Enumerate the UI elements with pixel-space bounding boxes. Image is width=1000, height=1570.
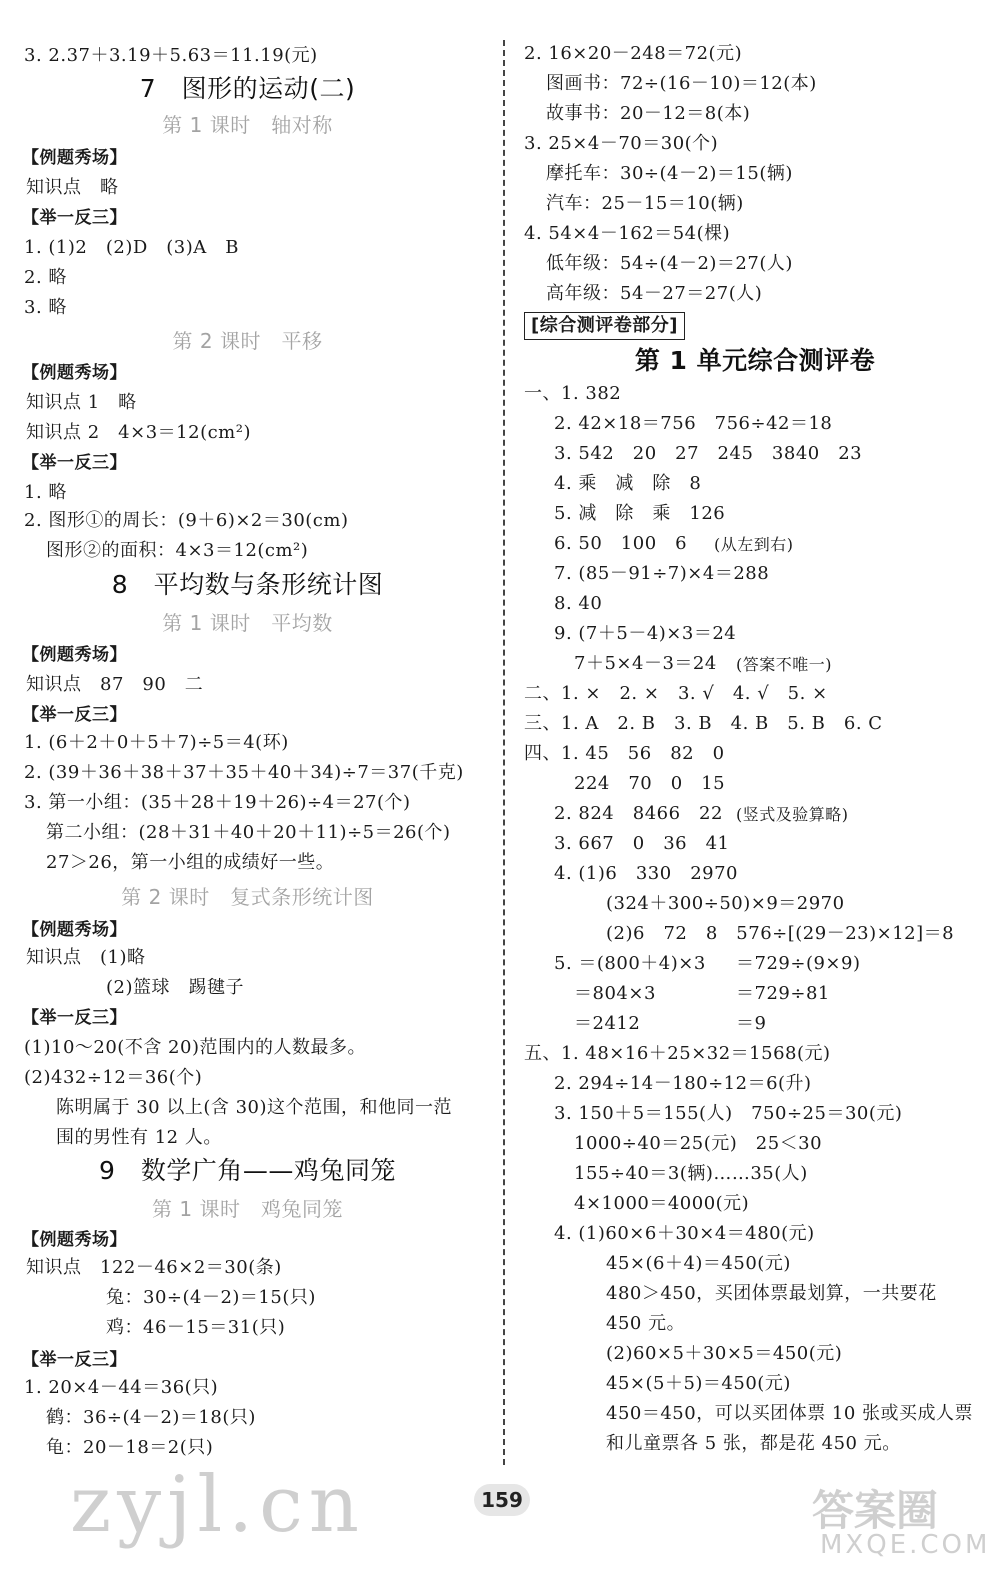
practice-tag: 【举一反三】 [22,1008,127,1028]
answer-line: 2. 42×18＝756 756÷42＝18 [554,413,833,434]
answer-line: 汽车：25－15＝10(辆) [546,193,744,214]
answer-note: (答案不唯一) [736,655,832,674]
answer-line: ＝2412 [574,1013,641,1034]
answer-line: 4. 乘 减 除 8 [554,473,702,494]
answer-line: 2. 16×20－248＝72(元) [524,43,743,64]
answer-line: 知识点 1 略 [26,392,137,413]
answer-line: 480＞450，买团体票最划算，一共要花 [606,1283,937,1304]
answer-line: 3. 2.37＋3.19＋5.63＝11.19(元) [24,45,318,66]
answer-line: 5. ＝(800＋4)×3 [554,953,706,974]
section-heading: 9 数学广角——鸡兔同笼 [99,1156,396,1185]
answer-line: 7. (85－91÷7)×4＝288 [554,563,770,584]
answer-line: 鸡：46－15＝31(只) [106,1317,286,1338]
answer-line: (324＋300÷50)×9＝2970 [606,893,845,914]
section-heading: 7 图形的运动(二) [139,74,356,103]
answer-line: 3. 667 0 36 41 [554,833,730,854]
answer-line: 2. 294÷14－180÷12＝6(升) [554,1073,812,1094]
answer-line: 和儿童票各 5 张，都是花 450 元。 [606,1433,901,1454]
answer-line: 知识点 (1)略 [26,947,146,968]
watermark-logo: MXQE.COM [820,1530,991,1560]
answer-line: (2)432÷12＝36(个) [24,1067,203,1088]
answer-line: 1. (6＋2＋0＋5＋7)÷5＝4(环) [24,732,289,753]
answer-line: ＝9 [736,1013,767,1034]
example-tag: 【例题秀场】 [22,645,127,665]
answer-note: (从左到右) [714,535,794,554]
answer-line: (2)篮球 踢毽子 [106,977,244,998]
practice-tag: 【举一反三】 [22,208,127,228]
answer-line: 一、1. 382 [524,383,622,404]
answer-line: 45×(5＋5)＝450(元) [606,1373,791,1394]
answer-line: 故事书：20－12＝8(本) [546,103,751,124]
answer-line: 1. 略 [24,482,67,503]
lesson-heading: 第 1 课时 平均数 [162,611,333,635]
example-tag: 【例题秀场】 [22,1230,127,1250]
answer-line: (2)6 72 8 576÷[(29－23)×12]＝8 [606,923,955,944]
answer-line: 1000÷40＝25(元) 25＜30 [574,1133,823,1154]
answer-line: 27＞26，第一小组的成绩好一些。 [46,852,335,873]
page-number: 159 [474,1484,530,1516]
example-tag: 【例题秀场】 [22,148,127,168]
answer-line: 450＝450，可以买团体票 10 张或买成人票 [606,1403,974,1424]
answer-line: 5. 减 除 乘 126 [554,503,726,524]
lesson-heading: 第 1 课时 鸡兔同笼 [152,1197,343,1221]
answer-line: 知识点 略 [26,177,119,198]
lesson-heading: 第 2 课时 复式条形统计图 [121,885,374,909]
test-section-tag: [综合测评卷部分] [524,312,685,340]
answer-line: 9. (7＋5－4)×3＝24 [554,623,737,644]
answer-line: 1. 20×4－44＝36(只) [24,1377,219,1398]
answer-line: 155÷40＝3(辆)……35(人) [574,1163,808,1184]
watermark-logo: 答案圈 [812,1486,939,1535]
answer-line: 五、1. 48×16＋25×32＝1568(元) [524,1043,831,1064]
answer-line: 3. 第一小组：(35＋28＋19＋26)÷4＝27(个) [24,792,411,813]
answer-note: (竖式及验算略) [736,805,849,824]
lesson-heading: 第 1 课时 轴对称 [162,113,333,137]
answer-line: 四、1. 45 56 82 0 [524,743,725,764]
answer-line: 3. 542 20 27 245 3840 23 [554,443,863,464]
answer-line: 图画书：72÷(16－10)＝12(本) [546,73,817,94]
answer-line: 2. 图形①的周长：(9＋6)×2＝30(cm) [24,510,349,531]
answer-line: 兔：30÷(4－2)＝15(只) [106,1287,316,1308]
lesson-heading: 第 2 课时 平移 [172,329,323,353]
answer-line: 图形②的面积：4×3＝12(cm²) [46,540,309,561]
answer-line: 第二小组：(28＋31＋40＋20＋11)÷5＝26(个) [46,822,451,843]
answer-line: 2. 略 [24,267,67,288]
answer-line: 知识点 2 4×3＝12(cm²) [26,422,251,443]
answer-line: 3. 150＋5＝155(人) 750÷25＝30(元) [554,1103,903,1124]
answer-line: 低年级：54÷(4－2)＝27(人) [546,253,793,274]
answer-line: (2)60×5＋30×5＝450(元) [606,1343,843,1364]
practice-tag: 【举一反三】 [22,453,127,473]
answer-line: ＝729÷81 [736,983,830,1004]
answer-line: 3. 略 [24,297,67,318]
answer-line: 3. 25×4－70＝30(个) [524,133,719,154]
example-tag: 【例题秀场】 [22,363,127,383]
answer-line: 7＋5×4－3＝24 [574,653,717,674]
answer-line: 三、1. A 2. B 3. B 4. B 5. B 6. C [524,713,883,734]
answer-line: 4. (1)6 330 2970 [554,863,739,884]
answer-line: 2. 824 8466 22 [554,803,723,824]
answer-line: (1)10～20(不含 20)范围内的人数最多。 [24,1037,366,1058]
answer-line: 1. (1)2 (2)D (3)A B [24,237,239,258]
answer-line: 8. 40 [554,593,603,614]
watermark-logo: zyjl.cn [70,1460,366,1550]
answer-line: 知识点 87 90 二 [26,674,204,695]
answer-line: 高年级：54－27＝27(人) [546,283,763,304]
answer-line: 4. (1)60×6＋30×4＝480(元) [554,1223,815,1244]
answer-line: 6. 50 100 6 [554,533,688,554]
practice-tag: 【举一反三】 [22,705,127,725]
answer-line: 2. (39＋36＋38＋37＋35＋40＋34)÷7＝37(千克) [24,762,464,783]
example-tag: 【例题秀场】 [22,920,127,940]
answer-line: ＝729÷(9×9) [736,953,861,974]
answer-line: 围的男性有 12 人。 [56,1127,222,1148]
answer-line: 4×1000＝4000(元) [574,1193,750,1214]
answer-line: 陈明属于 30 以上(含 30)这个范围，和他同一范 [56,1097,453,1118]
answer-line: 知识点 122－46×2＝30(条) [26,1257,282,1278]
practice-tag: 【举一反三】 [22,1350,127,1370]
answer-line: 摩托车：30÷(4－2)＝15(辆) [546,163,793,184]
answer-line: 4. 54×4－162＝54(棵) [524,223,731,244]
section-heading: 8 平均数与条形统计图 [111,570,384,599]
column-divider [503,40,505,1465]
answer-line: 鹤：36÷(4－2)＝18(只) [46,1407,256,1428]
answer-line: 二、1. × 2. × 3. √ 4. √ 5. × [524,683,828,704]
answer-line: 450 元。 [606,1313,686,1334]
unit-test-heading: 第 1 单元综合测评卷 [634,346,876,375]
answer-line: 45×(6＋4)＝450(元) [606,1253,791,1274]
answer-line: ＝804×3 [574,983,656,1004]
answer-line: 224 70 0 15 [574,773,726,794]
answer-line: 龟：20－18＝2(只) [46,1437,214,1458]
